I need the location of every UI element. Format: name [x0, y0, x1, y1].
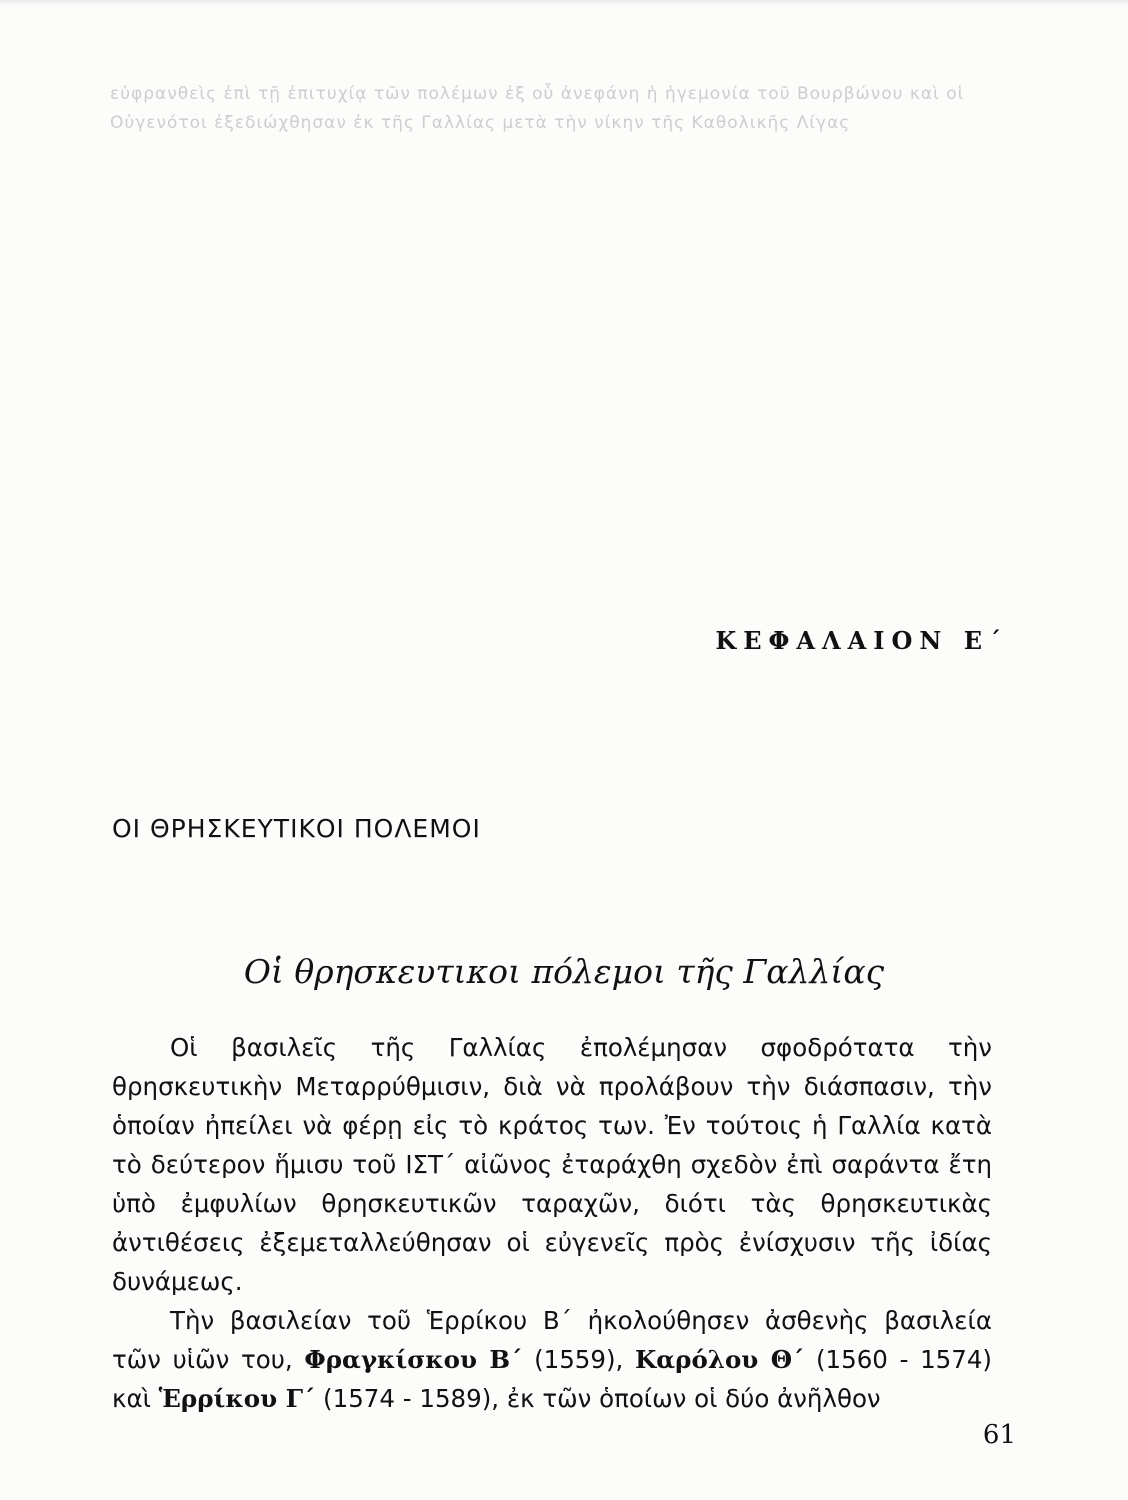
bleed-through-text: εὐφρανθεὶς ἐπὶ τῇ ἐπιτυχίᾳ τῶν πολέμων ἐξ οὗ ἀνεφάνη ἡ ἡγεμονία τοῦ Βουρβώνου καὶ οἱ Οὐγενότοι ἐξεδιώχθησαν ἐκ τῆς Γαλλίας μετὰ τὴν νίκην τῆς Καθολικῆς Λίγας — [110, 84, 965, 133]
paragraph-2-part-2: (1559), — [522, 1345, 635, 1374]
page-number: 61 — [982, 1420, 1016, 1450]
paragraph-2-part-4: (1574 - 1589), ἐκ τῶν ὁποίων οἱ δύο ἀνῆλθον — [315, 1384, 881, 1413]
name-charles-ix: Καρόλου Θ΄ — [635, 1345, 805, 1374]
paragraph-2-part-3: (1560 - 1574) καὶ — [112, 1345, 992, 1413]
body-text — [112, 1028, 992, 1418]
scan-edge — [0, 0, 1128, 6]
name-francis-ii: Φραγκίσκου Β΄ — [304, 1345, 523, 1374]
paragraph-2 — [112, 1301, 992, 1418]
name-henry-iii: Ἑρρίκου Γ΄ — [158, 1384, 316, 1413]
page-title: Οἱ θρησκευτικοι πόλεμοι τῆς Γαλλίας — [243, 952, 885, 991]
section-heading: ΟΙ ΘΡΗΣΚΕΥΤΙΚΟΙ ΠΟΛΕΜΟΙ — [112, 814, 481, 843]
paragraph-2-part-1: Τὴν βασιλείαν τοῦ Ἑρρίκου Β΄ ἠκολούθησεν ἀσθενὴς βασιλεία τῶν υἱῶν του, — [112, 1306, 992, 1374]
paragraph-1: Οἱ βασιλεῖς τῆς Γαλλίας ἐπολέμησαν σφοδρότατα τὴν θρησκευτικὴν Μεταρρύθμισιν, διὰ νὰ προλάβουν τὴν διάσπασιν, τὴν ὁποίαν ἠπείλει νὰ φέρῃ εἰς τὸ κράτος των. Ἐν τούτοις ἡ Γαλλία κατὰ τὸ δεύτερον ἥμισυ τοῦ ΙΣΤ΄ αἰῶνος ἐταράχθη σχεδὸν ἐπὶ σαράντα ἔτη ὑπὸ ἐμφυλίων θρησκευτικῶν ταραχῶν, διότι τὰς θρησκευτικὰς ἀντιθέσεις ἐξεμεταλλεύθησαν οἱ εὐγενεῖς πρὸς ἐνίσχυσιν τῆς ἰδίας δυνάμεως. — [112, 1033, 992, 1296]
chapter-heading: ΚΕΦΑΛΑΙΟΝ Ε΄ — [715, 626, 1008, 655]
